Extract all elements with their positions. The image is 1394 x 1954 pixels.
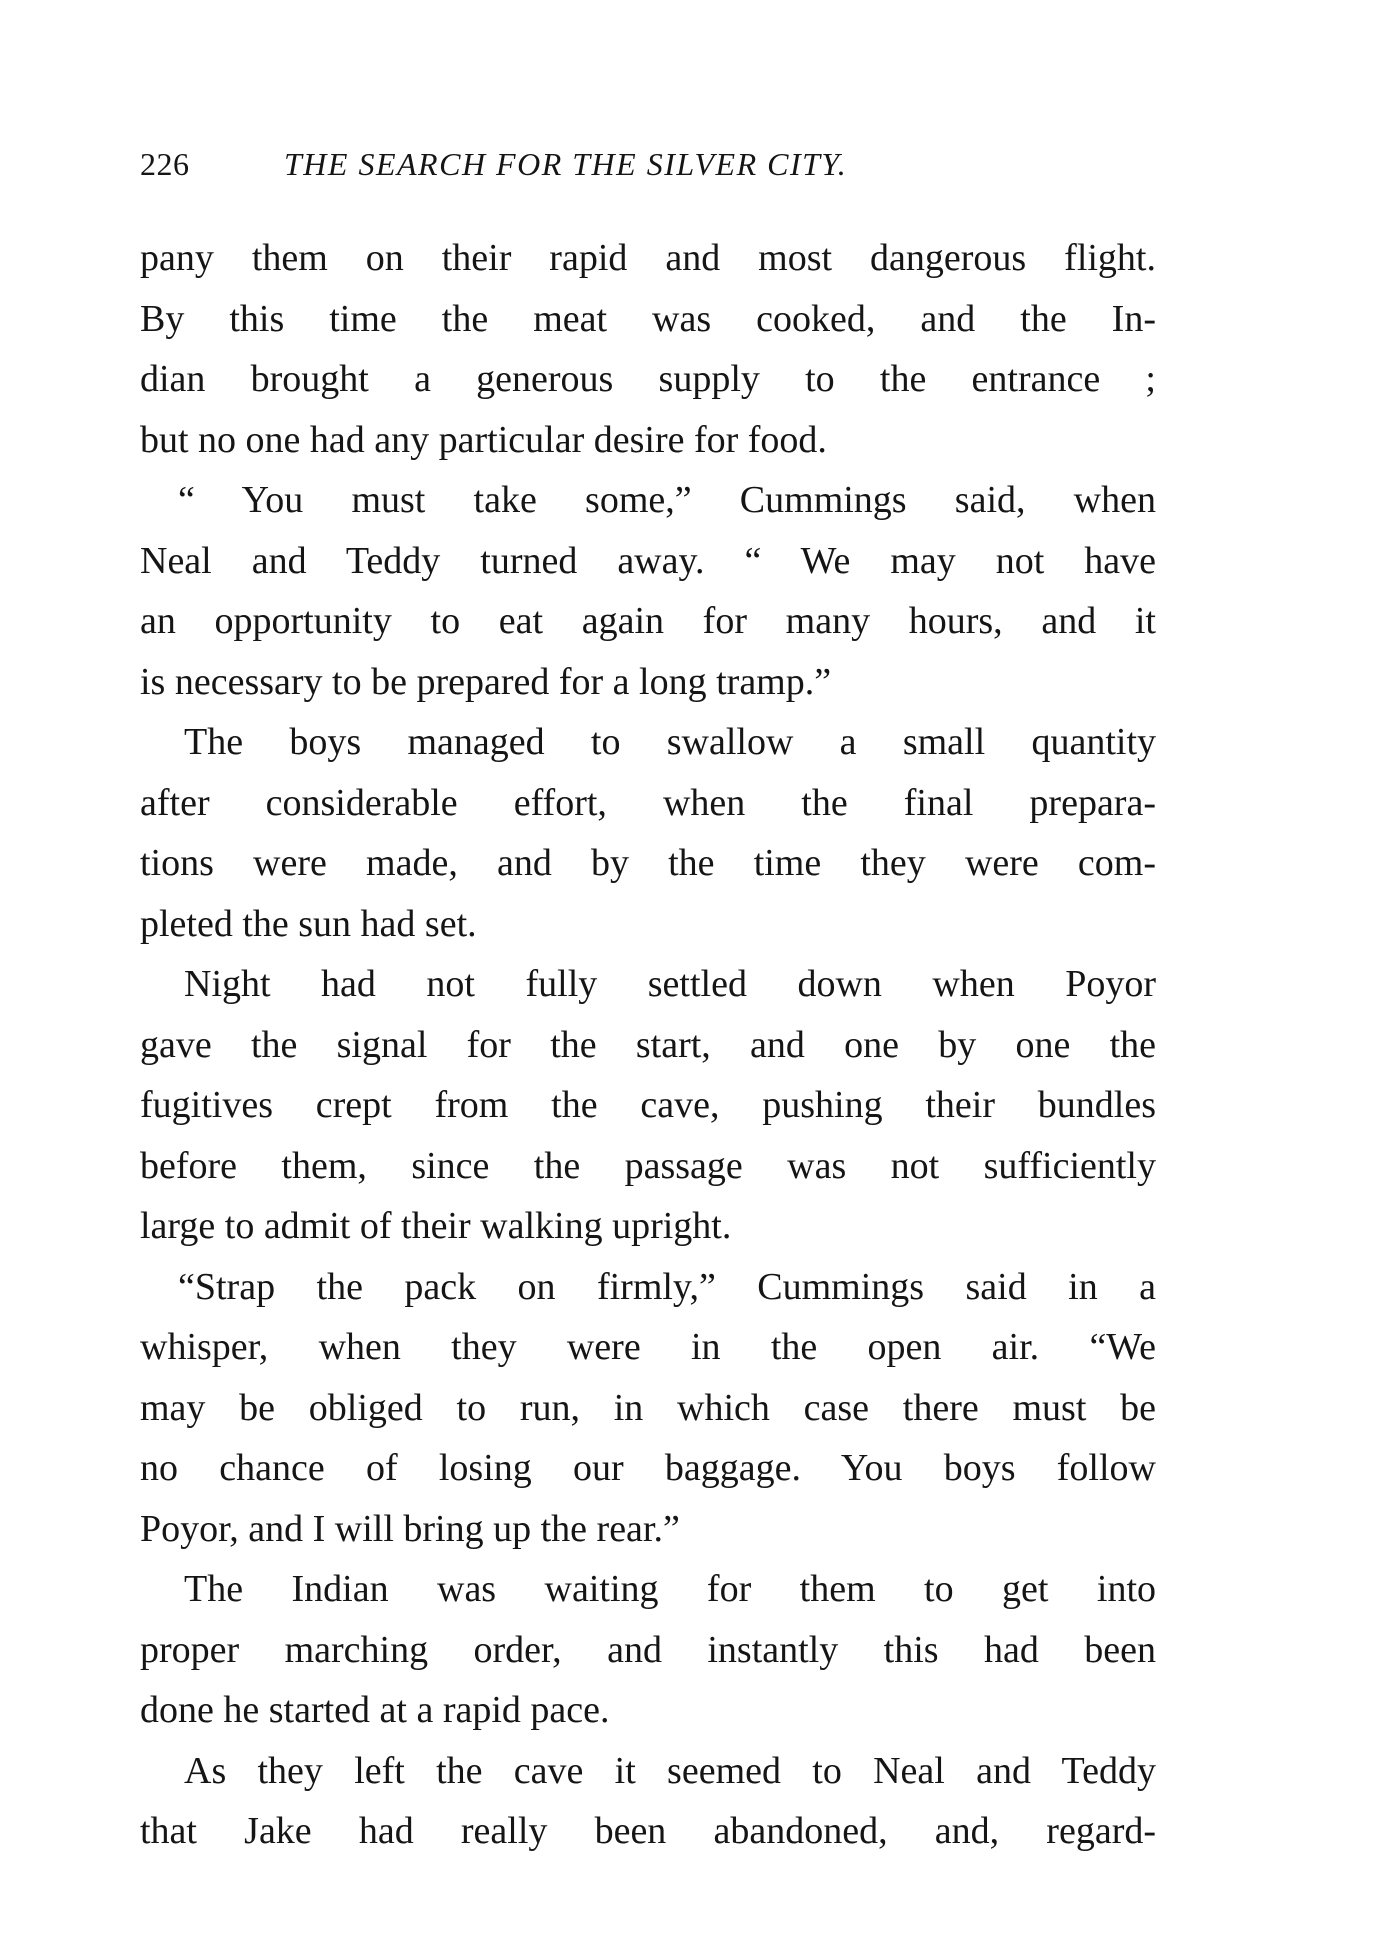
running-head	[140, 140, 1040, 188]
text-line: pany them on their rapid and most dangerous flight.	[140, 237, 1156, 279]
text-line: The boys managed to swallow a small quantity	[184, 721, 1156, 763]
page-number: 226	[140, 146, 190, 182]
text-line: Neal and Teddy turned away. “ We may not have	[140, 539, 1156, 582]
text-line: whisper, when they were in the open air. “We	[140, 1326, 1156, 1368]
running-title: THE SEARCH FOR THE SILVER CITY.	[284, 146, 848, 182]
text-line: before them, since the passage was not sufficiently	[140, 1144, 1156, 1187]
text-line: done he started at a rapid pace.	[140, 1689, 610, 1731]
text-line: By this time the meat was cooked, and the In-	[140, 297, 1156, 340]
text-line: As they left the cave it seemed to Neal and Teddy	[184, 1749, 1156, 1792]
text-line: gave the signal for the start, and one by one the	[140, 1023, 1156, 1066]
text-line: but no one had any particular desire for food.	[140, 418, 827, 461]
text-line: large to admit of their walking upright.	[140, 1205, 732, 1247]
text-line: an opportunity to eat again for many hours, and it	[140, 600, 1156, 642]
text-line: dian brought a generous supply to the entrance ;	[140, 358, 1156, 400]
text-line: proper marching order, and instantly this had been	[140, 1628, 1156, 1671]
text-line: after considerable effort, when the final prepara-	[140, 781, 1156, 824]
text-line: may be obliged to run, in which case there must be	[140, 1386, 1156, 1429]
text-line: fugitives crept from the cave, pushing their bundles	[140, 1084, 1156, 1126]
text-line: no chance of losing our baggage. You boys follow	[140, 1447, 1156, 1489]
text-line: is necessary to be prepared for a long tramp.”	[140, 660, 832, 703]
text-line: that Jake had really been abandoned, and, regard-	[140, 1810, 1156, 1852]
text-line: tions were made, and by the time they were com-	[140, 842, 1156, 884]
text-line: Night had not fully settled down when Poyor	[184, 963, 1156, 1005]
text-line: pleted the sun had set.	[140, 902, 477, 945]
text-line: “Strap the pack on firmly,” Cummings said in a	[178, 1265, 1156, 1308]
text-line: Poyor, and I will bring up the rear.”	[140, 1507, 680, 1550]
text-line: “ You must take some,” Cummings said, when	[178, 479, 1156, 521]
body-text	[140, 228, 1156, 1862]
text-line: The Indian was waiting for them to get into	[184, 1568, 1156, 1610]
